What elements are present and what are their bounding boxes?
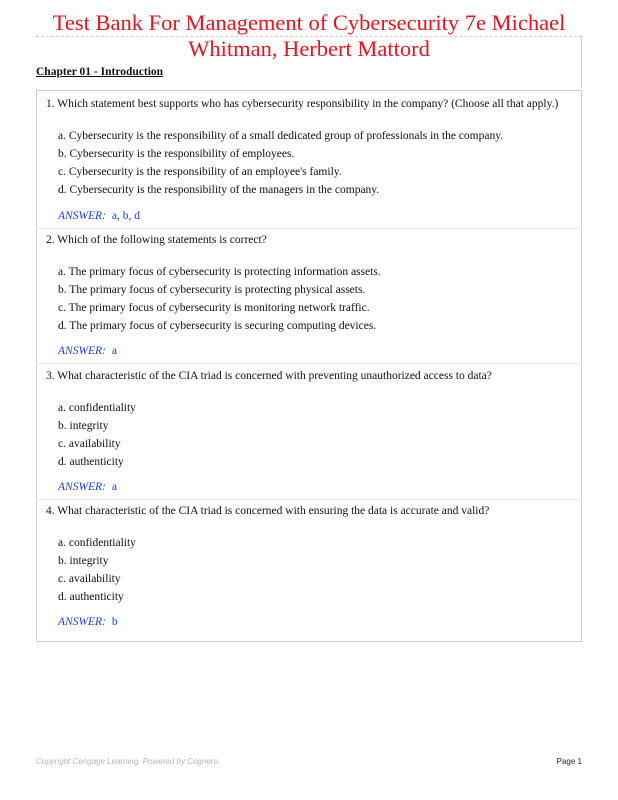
question-1-option-b: b. Cybersecurity is the responsibility of employees. (58, 148, 295, 160)
question-2-option-c: c. The primary focus of cybersecurity is monitoring network traffic. (58, 302, 370, 314)
answer-value: a (111, 345, 118, 357)
question-1-answer (58, 210, 140, 222)
answer-label: ANSWER: (58, 481, 106, 493)
question-3-answer (58, 481, 117, 493)
answer-value: a, b, d (111, 210, 141, 222)
answer-value: a (111, 481, 118, 493)
question-separator (36, 363, 582, 364)
answer-label: ANSWER: (58, 210, 106, 222)
question-3: 3. What characteristic of the CIA triad is concerned with preventing unauthorized access to data? (46, 370, 492, 382)
answer-label: ANSWER: (58, 345, 106, 357)
question-2-answer (58, 345, 117, 357)
question-1: 1. Which statement best supports who has cybersecurity responsibility in the company? (Choose all that apply.) (46, 98, 559, 110)
title-line-2: Whitman, Herbert Mattord (188, 36, 430, 61)
question-4-answer (58, 616, 118, 628)
question-3-option-c: c. availability (58, 438, 121, 450)
question-1-option-d: d. Cybersecurity is the responsibility of the managers in the company. (58, 184, 380, 196)
question-4-option-a: a. confidentiality (58, 537, 136, 549)
question-3-option-a: a. confidentiality (58, 402, 136, 414)
question-2-option-b: b. The primary focus of cybersecurity is protecting physical assets. (58, 284, 366, 296)
question-2-option-d: d. The primary focus of cybersecurity is securing computing devices. (58, 320, 377, 332)
header-frame (36, 36, 582, 88)
question-4: 4. What characteristic of the CIA triad is concerned with ensuring the data is accurate and valid? (46, 505, 490, 517)
question-2-option-a: a. The primary focus of cybersecurity is protecting information assets. (58, 266, 381, 278)
footer-page-number: Page 1 (556, 757, 582, 766)
answer-label: ANSWER: (58, 616, 106, 628)
answer-value: b (111, 616, 118, 628)
question-3-option-d: d. authenticity (58, 456, 124, 468)
question-separator (36, 228, 582, 229)
question-4-option-d: d. authenticity (58, 591, 124, 603)
chapter-heading: Chapter 01 - Introduction (36, 66, 164, 78)
question-1-option-c: c. Cybersecurity is the responsibility of an employee's family. (58, 166, 342, 178)
title-line-1: Test Bank For Management of Cybersecurity 7e Michael (52, 10, 566, 35)
question-separator (36, 499, 582, 500)
question-2: 2. Which of the following statements is correct? (46, 234, 267, 246)
question-1-option-a: a. Cybersecurity is the responsibility of a small dedicated group of professionals in the company. (58, 130, 504, 142)
question-4-option-c: c. availability (58, 573, 121, 585)
footer-copyright: Copyright Cengage Learning. Powered by Cognero. (36, 757, 221, 766)
question-4-option-b: b. integrity (58, 555, 109, 567)
question-3-option-b: b. integrity (58, 420, 109, 432)
